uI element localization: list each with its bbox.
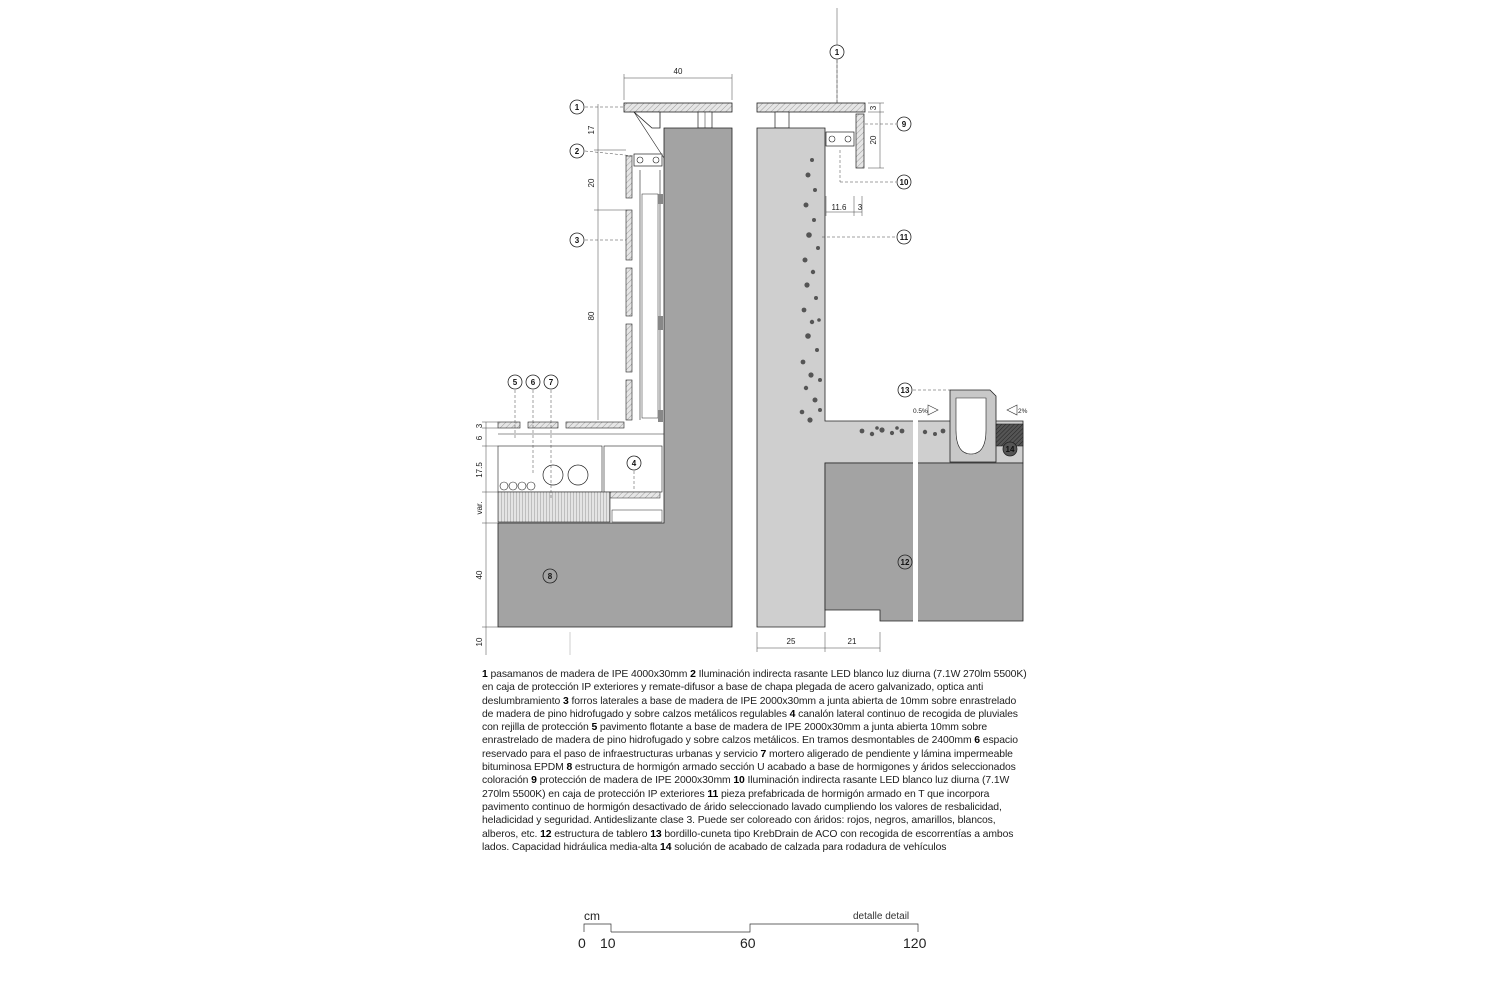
dim-var: var.: [475, 501, 484, 515]
legend-description: estructura de tablero: [551, 828, 651, 840]
callout-1-right: [830, 45, 844, 59]
svg-text:12: 12: [900, 558, 910, 567]
svg-text:1: 1: [834, 48, 840, 57]
dim-17: 17: [587, 125, 596, 135]
scale-unit: cm: [584, 909, 600, 923]
legend-number: 12: [540, 828, 552, 840]
legend-number: 14: [660, 841, 672, 853]
floating-pavement: [498, 422, 664, 434]
deck-structure: [825, 463, 1023, 621]
legend-number: 6: [974, 735, 980, 747]
legend-description: mortero aligerado de pendiente y lámina impermeable bituminosa EPDM: [482, 748, 1013, 774]
legend-number: 5: [591, 722, 598, 734]
legend-description: pasamanos de madera de IPE 4000x30mm: [487, 669, 691, 680]
callout-6: [526, 375, 540, 389]
legend-description: estructura de hormigón armado sección U acabado a base de hormigones y áridos seleccionados coloración: [482, 762, 1016, 787]
legend-description: forros laterales a base de madera de IPE 2000x30mm a junta abierta de 10mm sobre enrastrelado de madera de pino hidrofugado y sobre calzos metálicos regulables: [482, 695, 1017, 720]
legend-number: 7: [760, 748, 767, 760]
svg-text:4: 4: [631, 459, 637, 468]
legend-description: pavimento flotante a base de madera de IPE 2000x30mm a junta abierta 10mm sobre enrastrelado de madera de pino hidrofugado y sobre calzos metálicos. En tramos desmontables de 2400mm: [482, 722, 988, 747]
svg-text:9: 9: [901, 120, 907, 129]
legend-description: pieza prefabricada de hormigón armado en T que incorpora pavimento continuo de hormigón desactivado de árido seleccionado lavado cumpliendo los valores de resbalicidad, heladicidad y seguridad. Antideslizante clase 3. Puede ser coloreado con áridos: rojos, negros, amarillos, blancos, alberos, etc.: [482, 788, 1002, 840]
legend-number: 13: [650, 828, 662, 840]
scale-tick-120: 120: [903, 935, 927, 951]
callout-5: [508, 375, 522, 389]
legend-text: [482, 668, 1030, 854]
side-cladding: [626, 156, 663, 422]
callout-11: [897, 230, 911, 244]
svg-text:10: 10: [899, 178, 909, 187]
legend-number: 11: [707, 788, 719, 800]
mortar-membrane: [498, 492, 610, 522]
legend-number: 1: [482, 669, 488, 680]
leaders-left: [512, 107, 634, 500]
dim-80: 80: [587, 311, 596, 321]
left-section: [482, 74, 732, 655]
dim-17-5: 17.5: [475, 462, 484, 478]
legend-number: 8: [566, 762, 573, 774]
legend-description: espacio reservado para el paso de infraestructuras urbanas y servicio: [482, 735, 1018, 760]
svg-text:8: 8: [547, 572, 553, 581]
legend-number: 4: [789, 708, 796, 720]
slope-right: 2%: [1018, 408, 1028, 415]
scale-caption: detalle detail: [853, 911, 910, 922]
dim-top-width: 40: [673, 67, 683, 76]
handrail-right: [757, 103, 865, 112]
callout-7: [544, 375, 558, 389]
dim-21: 21: [847, 637, 857, 646]
svg-text:13: 13: [900, 386, 910, 395]
dim-3-right: 3: [869, 105, 878, 111]
callout-14: [1003, 442, 1017, 456]
break-line: [913, 418, 918, 630]
callout-1-left: [570, 100, 584, 114]
callout-12: [898, 555, 912, 569]
svg-text:14: 14: [1005, 445, 1015, 454]
slope-arrow-right: [1007, 405, 1017, 415]
led-box-right: [826, 132, 854, 146]
callout-8: [543, 569, 557, 583]
scale-tick-10: 10: [600, 935, 616, 951]
service-space: [498, 446, 602, 492]
dim-10-left: 10: [475, 637, 484, 647]
svg-text:6: 6: [530, 378, 536, 387]
slope-left: 0.5%: [913, 408, 928, 415]
handrail-left: [624, 103, 732, 112]
scale-tick-60: 60: [740, 935, 756, 951]
legend-number: 3: [563, 695, 569, 707]
legend-description: canalón lateral continuo de recogida de pluviales con rejilla de protección: [482, 708, 1018, 734]
callout-4: [627, 456, 641, 470]
legend-number: 9: [531, 775, 537, 787]
callout-9: [897, 117, 911, 131]
legend-number: 10: [733, 775, 745, 787]
led-box-left: [634, 154, 662, 166]
svg-text:1: 1: [574, 103, 580, 112]
svg-text:7: 7: [548, 378, 554, 387]
svg-text:3: 3: [574, 236, 580, 245]
legend-number: 2: [690, 669, 696, 680]
legend-description: Iluminación indirecta rasante LED blanco luz diurna (7.1W 270lm 5500K) en caja de protección IP exteriores: [482, 775, 1010, 800]
dim-20-left: 20: [587, 178, 596, 188]
callout-2: [570, 144, 584, 158]
dim-3-small: 3: [857, 203, 863, 212]
scale-tick-0: 0: [578, 935, 586, 951]
dim-6: 6: [475, 435, 484, 441]
legend-description: solución de acabado de calzada para rodadura de vehículos: [671, 841, 947, 853]
legend-description: Iluminación indirecta rasante LED blanco luz diurna (7.1W 270lm 5500K) en caja de protección IP exteriores y remate-difusor a base de chapa plegada de acero galvanizado, optica anti deslumbramiento: [482, 669, 1027, 707]
handrail-bracket: [634, 112, 660, 128]
dim-40-left: 40: [475, 570, 484, 580]
legend-description: bordillo-cuneta tipo KrebDrain de ACO con recogida de escorrentías a ambos lados. Capacidad hidráulica media-alta: [482, 828, 1014, 853]
callout-3: [570, 233, 584, 247]
callout-10: [897, 175, 911, 189]
legend-description: protección de madera de IPE 2000x30mm: [536, 775, 734, 787]
slope-arrow-left: [928, 405, 938, 415]
dim-11-6: 11.6: [831, 203, 847, 212]
svg-text:11: 11: [899, 233, 909, 242]
svg-text:5: 5: [512, 378, 518, 387]
callout-13: [898, 383, 912, 397]
right-section: [757, 8, 1023, 652]
dim-3-left: 3: [475, 423, 484, 429]
dim-20-right: 20: [869, 135, 878, 145]
dim-25: 25: [786, 637, 796, 646]
svg-text:2: 2: [574, 147, 580, 156]
wood-protection: [856, 114, 864, 168]
handrail-post-right: [775, 112, 789, 128]
